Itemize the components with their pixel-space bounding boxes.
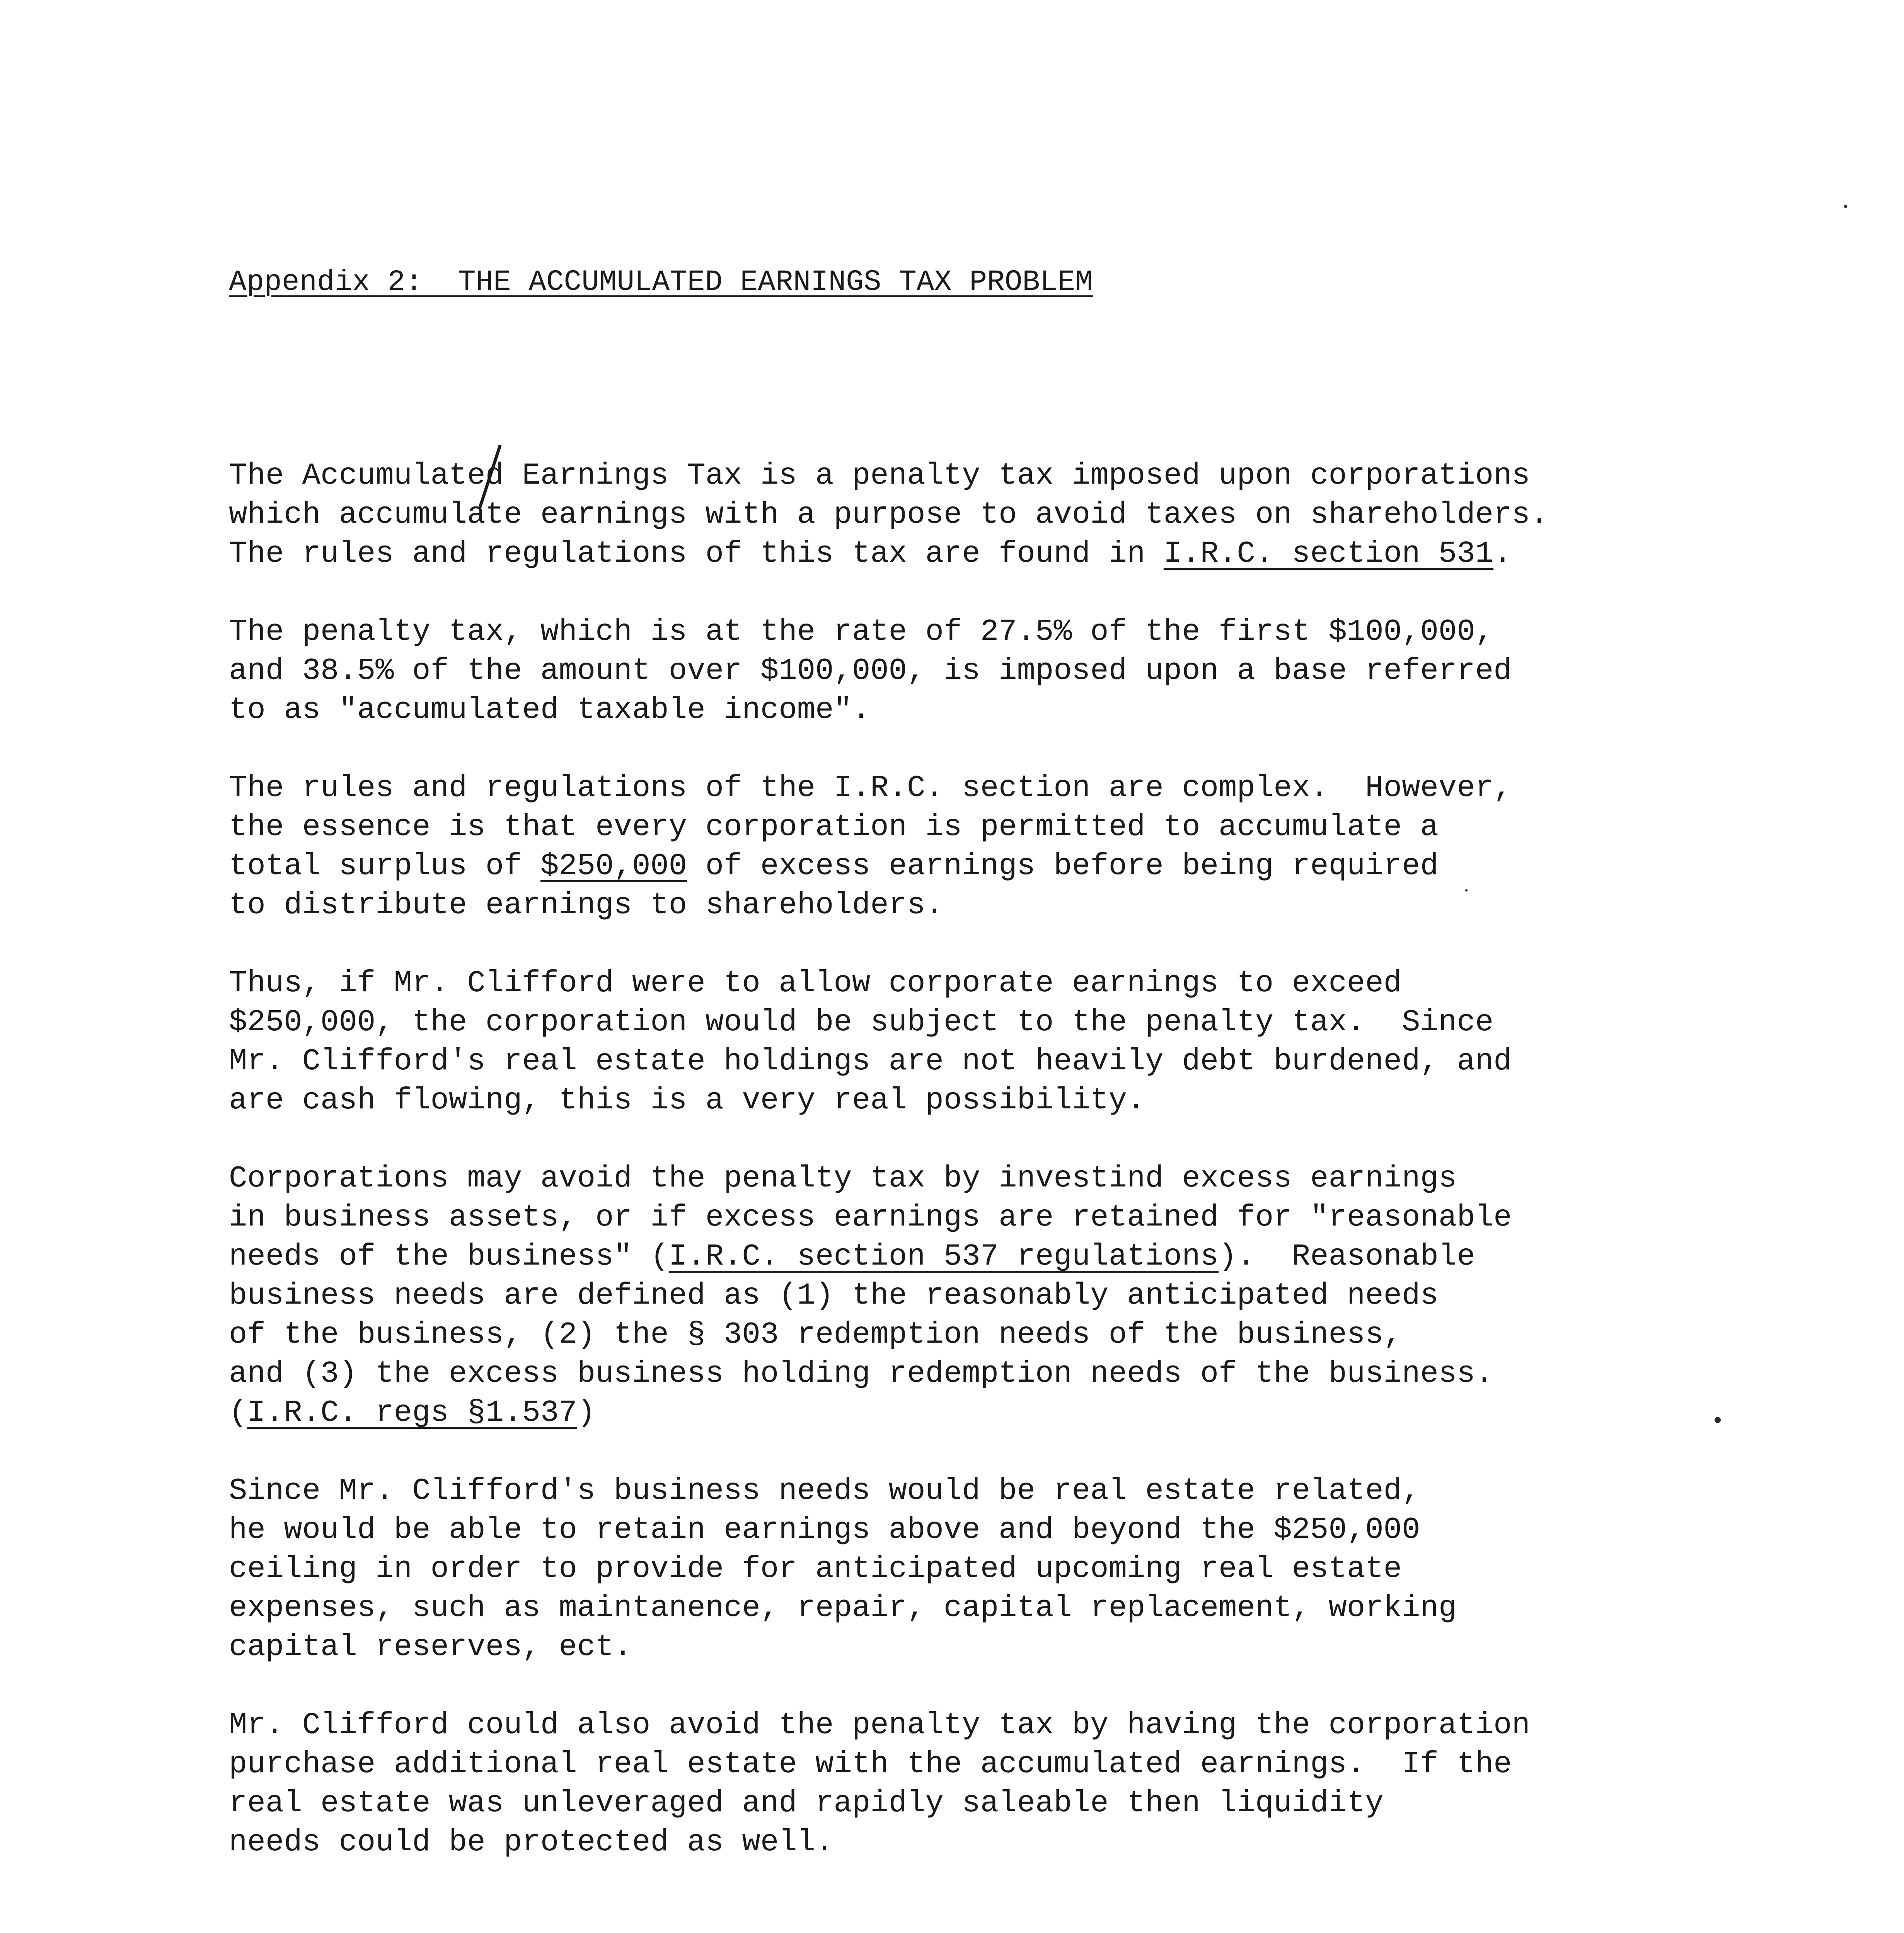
text-line [229, 1315, 1853, 1354]
text-line [229, 456, 1853, 495]
underlined-citation: $250,000 [540, 849, 687, 883]
scan-speck [1465, 889, 1468, 891]
line-text: business needs are defined as (1) the reasonably anticipated needs [229, 1278, 1439, 1313]
line-text: the essence is that every corporation is permitted to accumulate a [229, 810, 1439, 844]
line-text: and 38.5% of the amount over $100,000, is imposed upon a base referred [229, 653, 1512, 688]
text-line [229, 1159, 1853, 1198]
line-text: to distribute earnings to shareholders. [229, 888, 944, 922]
line-text: The penalty tax, which is at the rate of 27.5% of the first $100,000, [229, 614, 1494, 649]
line-text: The rules and regulations of this tax are found in [229, 536, 1164, 571]
text-line [229, 1471, 1853, 1510]
line-text: The Accumulated Earnings Tax is a penalty tax imposed upon corporations [229, 458, 1530, 493]
text-line [229, 1823, 1853, 1862]
line-text: real estate was unleveraged and rapidly saleable then liquidity [229, 1786, 1384, 1820]
heading-title: THE ACCUMULATED EARNINGS TAX PROBLEM [458, 266, 1093, 299]
underlined-citation: I.R.C. section 531 [1163, 536, 1494, 571]
line-text: needs of the business" ( [229, 1239, 669, 1274]
text-line [229, 612, 1853, 651]
line-text: to as "accumulated taxable income". [229, 692, 871, 727]
paragraph [229, 456, 1853, 573]
paragraph [229, 1706, 1853, 1862]
paragraph [229, 1159, 1853, 1432]
text-line [229, 495, 1853, 534]
line-text: and (3) the excess business holding redemption needs of the business. [229, 1356, 1494, 1391]
text-line [229, 1628, 1853, 1667]
text-line [229, 1745, 1853, 1784]
text-line [229, 1784, 1853, 1823]
text-line [229, 886, 1853, 925]
text-line [229, 1393, 1853, 1432]
text-line [229, 690, 1853, 730]
line-text: in business assets, or if excess earnings are retained for "reasonable [229, 1200, 1512, 1235]
paragraph [229, 769, 1853, 925]
text-line [229, 1042, 1853, 1081]
text-line [229, 1276, 1853, 1315]
text-line [229, 1354, 1853, 1393]
line-text: total surplus of [229, 849, 540, 883]
line-text: Thus, if Mr. Clifford were to allow corporate earnings to exceed [229, 966, 1402, 1001]
text-line [229, 964, 1853, 1003]
text-line [229, 808, 1853, 847]
text-line [229, 651, 1853, 690]
line-text: which accumulate earnings with a purpose to avoid taxes on shareholders. [229, 497, 1549, 532]
line-text: of excess earnings before being required [687, 849, 1439, 883]
text-line [229, 1081, 1853, 1120]
line-text: he would be able to retain earnings above and beyond the $250,000 [229, 1512, 1420, 1547]
paragraph [229, 964, 1853, 1120]
line-text: Since Mr. Clifford's business needs would be real estate related, [229, 1473, 1420, 1508]
appendix-heading [229, 263, 1093, 302]
paragraph [229, 1471, 1853, 1667]
line-text: needs could be protected as well. [229, 1825, 834, 1860]
line-text: capital reserves, ect. [229, 1630, 632, 1664]
scan-speck [1715, 1417, 1721, 1423]
document-body [229, 456, 1853, 1901]
line-text: of the business, (2) the § 303 redemption needs of the business, [229, 1317, 1402, 1352]
paragraph [229, 612, 1853, 730]
line-text: ). Reasonable [1219, 1239, 1475, 1274]
underlined-citation: I.R.C. regs §1.537 [247, 1395, 577, 1430]
underlined-citation: I.R.C. section 537 regulations [668, 1239, 1219, 1274]
line-text: Mr. Clifford's real estate holdings are not heavily debt burdened, and [229, 1044, 1512, 1079]
scan-speck [1844, 205, 1847, 208]
line-text: are cash flowing, this is a very real possibility. [229, 1083, 1145, 1118]
line-text: $250,000, the corporation would be subject to the penalty tax. Since [229, 1005, 1494, 1040]
line-text: purchase additional real estate with the accumulated earnings. If the [229, 1747, 1512, 1781]
text-line [229, 847, 1853, 886]
text-line [229, 1549, 1853, 1589]
line-text: expenses, such as maintanence, repair, capital replacement, working [229, 1590, 1457, 1625]
text-line [229, 534, 1853, 573]
line-text: Corporations may avoid the penalty tax by investind excess earnings [229, 1161, 1457, 1196]
line-text: ceiling in order to provide for anticipated upcoming real estate [229, 1551, 1402, 1586]
line-text: ( [229, 1395, 247, 1430]
text-line [229, 1706, 1853, 1745]
text-line [229, 1510, 1853, 1549]
heading-prefix: Appendix 2: [229, 266, 458, 299]
text-line [229, 769, 1853, 808]
text-line [229, 1237, 1853, 1276]
text-line [229, 1198, 1853, 1237]
line-text: . [1493, 536, 1512, 571]
line-text: Mr. Clifford could also avoid the penalty tax by having the corporation [229, 1708, 1530, 1742]
text-line [229, 1589, 1853, 1628]
line-text: ) [577, 1395, 596, 1430]
text-line [229, 1003, 1853, 1042]
line-text: The rules and regulations of the I.R.C. section are complex. However, [229, 770, 1512, 805]
